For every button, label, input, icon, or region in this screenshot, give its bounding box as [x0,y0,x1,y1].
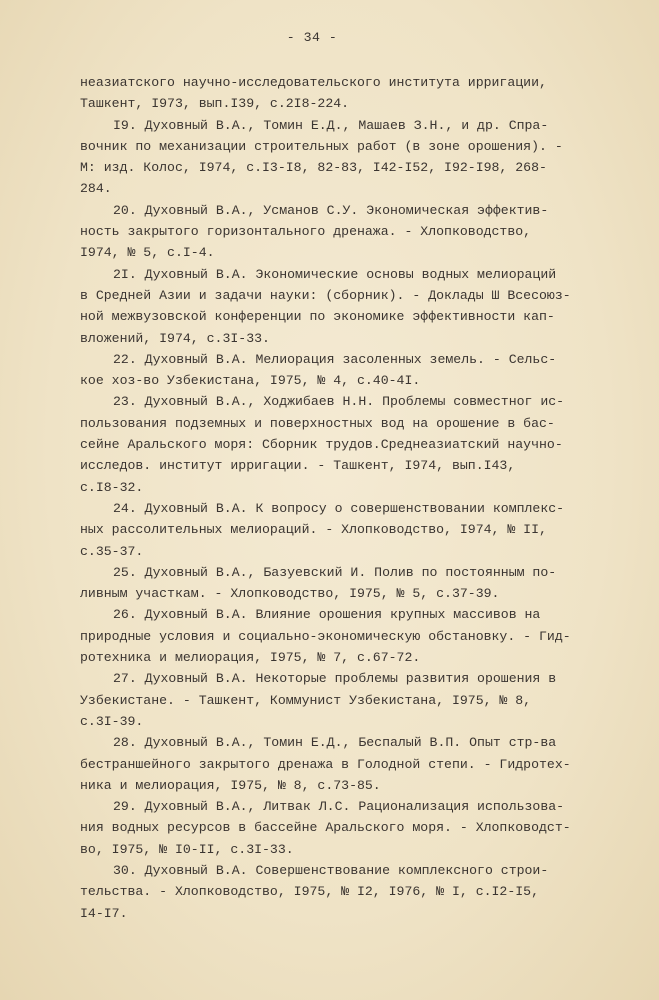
bibliography-entry-line: бестраншейного закрытого дренажа в Голодной степи. - Гидротех- [80,756,571,772]
bibliography-entry-line: ника и мелиорация, I975, № 8, с.73-85. [80,777,381,793]
bibliography-entry-line: сейне Аральского моря: Сборник трудов.Среднеазиатский научно- [80,437,563,453]
continuation-line: Ташкент, I973, вып.I39, с.2I8-224. [80,96,350,112]
bibliography-text [80,72,640,924]
bibliography-entry-line: вочник по механизации строительных работ (в зоне орошения). - [80,138,563,154]
bibliography-entry-line: I4-I7. [80,905,128,921]
bibliography-entry-start: 2I. Духовный В.А. Экономические основы водных мелиораций [113,266,557,282]
bibliography-entry-line: с.I8-32. [80,479,144,495]
bibliography-entry-start: 22. Духовный В.А. Мелиорация засоленных земель. - Сельс- [113,351,557,367]
bibliography-entry-start: 23. Духовный В.А., Ходжибаев Н.Н. Проблемы совместног ис- [113,394,565,410]
bibliography-entry-line: исследов. институт ирригации. - Ташкент, I974, вып.I43, [80,458,516,474]
page-number: - 34 - [286,30,338,45]
bibliography-entry-line: М: изд. Колос, I974, с.I3-I8, 82-83, I42-I52, I92-I98, 268- [80,160,547,176]
bibliography-entry-line: природные условия и социально-экономическую обстановку. - Гид- [80,628,571,644]
bibliography-entry-line: Узбекистане. - Ташкент, Коммунист Узбекистана, I975, № 8, [80,692,532,708]
bibliography-entry-start: 24. Духовный В.А. К вопросу о совершенствовании комплекс- [113,500,565,516]
bibliography-entry-line: ной межвузовской конференции по экономике эффективности кап- [80,309,555,325]
bibliography-entry-line: с.35-37. [80,543,144,559]
bibliography-entry-start: 30. Духовный В.А. Совершенствование комплексного строи- [113,862,549,878]
bibliography-entry-line: ность закрытого горизонтального дренажа. - Хлопководство, [80,224,532,240]
bibliography-entry-start: 27. Духовный В.А. Некоторые проблемы развития орошения в [113,671,557,687]
bibliography-entry-start: I9. Духовный В.А., Томин Е.Д., Машаев З.Н., и др. Спра- [113,117,549,133]
bibliography-entry-line: I974, № 5, с.I-4. [80,245,215,261]
bibliography-entry-line: вложений, I974, с.3I-33. [80,330,270,346]
bibliography-entry-start: 20. Духовный В.А., Усманов С.У. Экономическая эффектив- [113,202,549,218]
bibliography-entry-line: ния водных ресурсов в бассейне Аральского моря. - Хлопководст- [80,820,571,836]
bibliography-entry-line: во, I975, № I0-II, с.3I-33. [80,841,294,857]
bibliography-entry-line: с.3I-39. [80,713,144,729]
bibliography-entry-line: кое хоз-во Узбекистана, I975, № 4, с.40-4I. [80,373,421,389]
bibliography-entry-line: тельства. - Хлопководство, I975, № I2, I976, № I, с.I2-I5, [80,884,539,900]
continuation-line: неазиатского научно-исследовательского института ирригации, [80,75,547,90]
bibliography-entry-line: ротехника и мелиорация, I975, № 7, с.67-72. [80,650,421,666]
bibliography-entry-line: в Средней Азии и задачи науки: (сборник). - Доклады Ш Всесоюз- [80,287,571,303]
bibliography-entry-start: 28. Духовный В.А., Томин Е.Д., Беспалый В.П. Опыт стр-ва [113,735,557,751]
bibliography-entry-start: 26. Духовный В.А. Влияние орошения крупных массивов на [113,607,541,623]
bibliography-entry-line: 284. [80,181,112,197]
bibliography-entry-line: пользования подземных и поверхностных вод на орошение в бас- [80,415,555,431]
bibliography-entry-start: 25. Духовный В.А., Базуевский И. Полив по постоянным по- [113,564,557,580]
bibliography-entry-line: ливным участкам. - Хлопководство, I975, № 5, с.37-39. [80,586,500,602]
bibliography-entry-start: 29. Духовный В.А., Литвак Л.С. Рационализация использова- [113,799,565,815]
bibliography-entry-line: ных рассолительных мелиораций. - Хлопководство, I974, № II, [80,522,547,538]
